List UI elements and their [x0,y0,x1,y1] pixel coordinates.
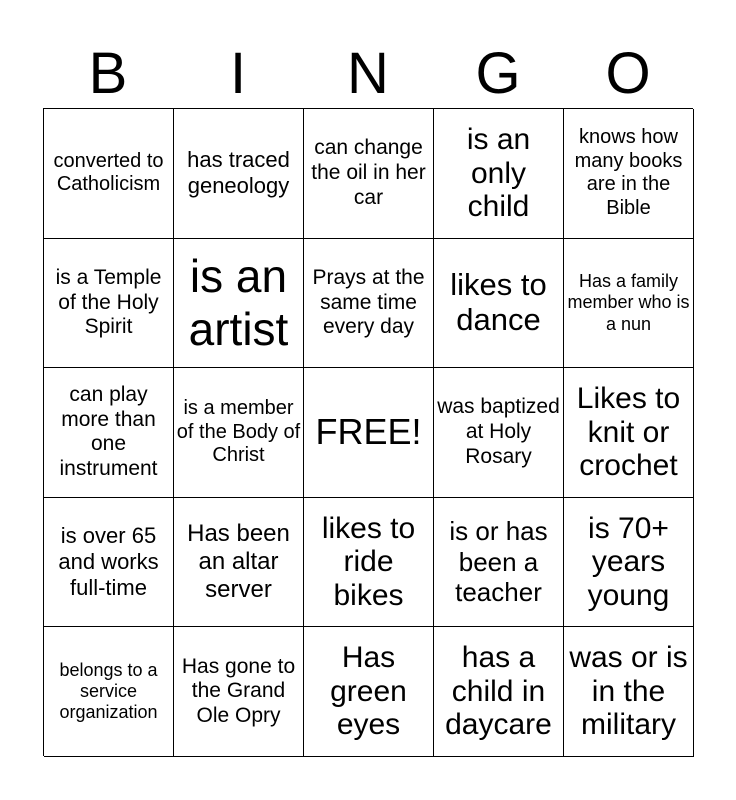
bingo-cell[interactable]: is 70+ years young [564,498,694,628]
bingo-cell[interactable]: is an only child [434,109,564,239]
bingo-board [43,108,693,756]
bingo-cell[interactable]: has a child in daycare [434,627,564,757]
header-letter-i: I [229,41,247,106]
bingo-cell[interactable]: Has been an altar server [174,498,304,628]
bingo-cell[interactable]: likes to ride bikes [304,498,434,628]
bingo-cell[interactable]: can change the oil in her car [304,109,434,239]
bingo-cell[interactable]: is a member of the Body of Christ [174,368,304,498]
header-letter-n: N [347,41,389,106]
bingo-cell[interactable]: belongs to a service organization [44,627,174,757]
bingo-cell[interactable]: converted to Catholicism [44,109,174,239]
bingo-cell[interactable]: was baptized at Holy Rosary [434,368,564,498]
header-letter-g: G [475,41,521,106]
bingo-cell[interactable]: is a Temple of the Holy Spirit [44,239,174,369]
bingo-cell[interactable]: is or has been a teacher [434,498,564,628]
bingo-cell[interactable]: Likes to knit or crochet [564,368,694,498]
bingo-cell[interactable]: Has green eyes [304,627,434,757]
bingo-cell[interactable]: Prays at the same time every day [304,239,434,369]
bingo-cell[interactable]: is an artist [174,239,304,369]
bingo-cell[interactable]: is over 65 and works full-time [44,498,174,628]
bingo-cell[interactable]: has traced geneology [174,109,304,239]
header-letter-b: B [88,41,128,106]
bingo-cell[interactable]: was or is in the military [564,627,694,757]
bingo-cell[interactable]: Has gone to the Grand Ole Opry [174,627,304,757]
bingo-cell[interactable]: Has a family member who is a nun [564,239,694,369]
bingo-cell[interactable]: can play more than one instrument [44,368,174,498]
bingo-header [43,40,693,108]
bingo-cell[interactable]: knows how many books are in the Bible [564,109,694,239]
header-letter-o: O [605,41,651,106]
bingo-cell[interactable]: likes to dance [434,239,564,369]
free-space[interactable]: FREE! [304,368,434,498]
